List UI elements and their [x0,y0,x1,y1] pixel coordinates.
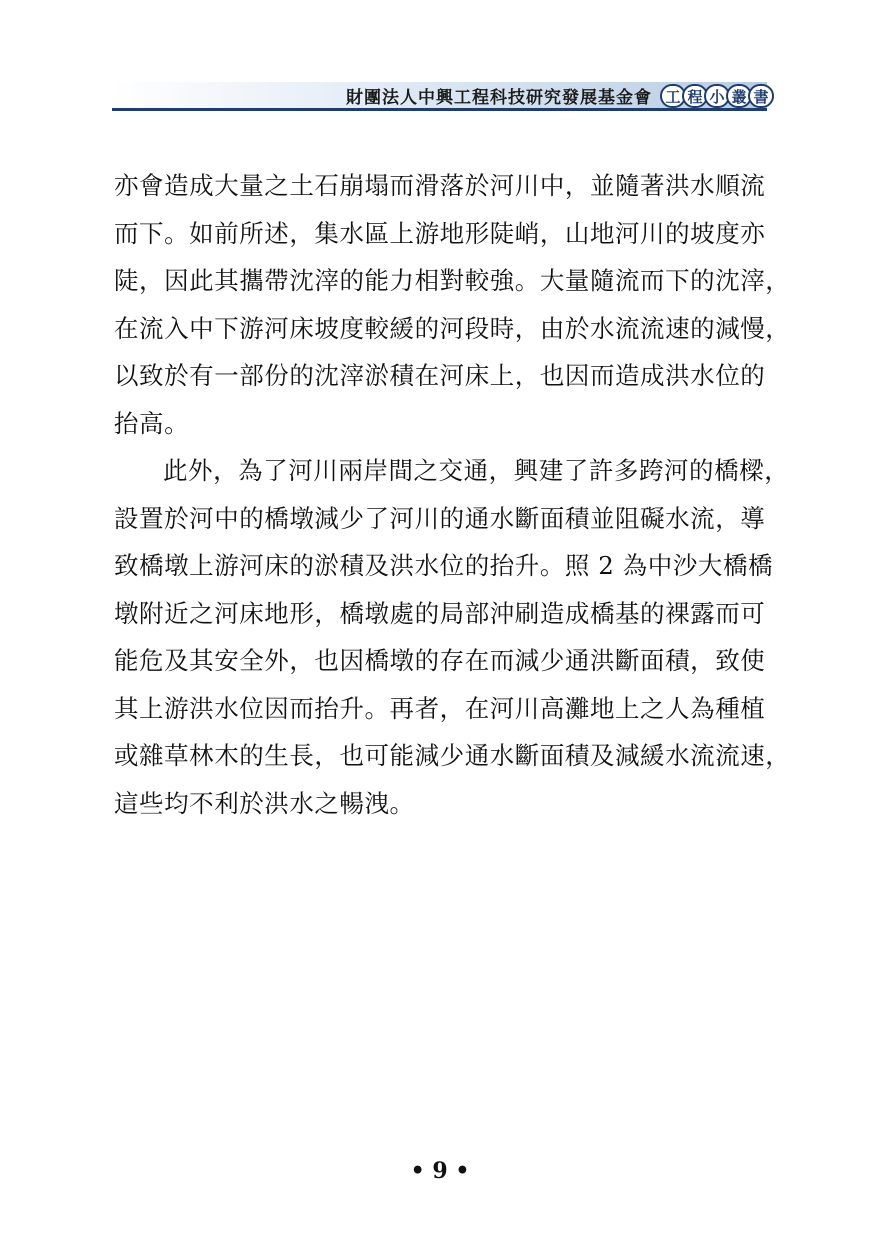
text-line: 或雜草林木的生長，也可能減少通水斷面積及減緩水流流速， [114,741,791,770]
text-line: 以致於有一部份的沈滓淤積在河床上，也因而造成洪水位的 [114,361,766,390]
series-char: 程 [682,84,708,108]
text-line: 設置於河中的橋墩減少了河川的通水斷面積並阻礙水流，導 [114,503,766,533]
text-line: 這些均不利於洪水之暢洩。 [114,788,415,818]
text-line: 亦會造成大量之土石崩塌而滑落於河川中，並隨著洪水順流 [114,171,766,200]
paragraph [114,162,791,447]
text-line: 而下。如前所述，集水區上游地形陡峭，山地河川的坡度亦 [114,218,766,248]
body-text [114,162,791,827]
text-line: 在流入中下游河床坡度較緩的河段時，由於水流流速的減慢， [114,313,791,343]
paragraph [114,447,791,827]
text-line: 抬高。 [114,408,190,438]
header-organization: 財團法人中興工程科技研究發展基金會 [346,88,652,108]
page-number: • 9 • [410,1158,470,1184]
series-char: 工 [660,84,686,108]
series-char: 小 [704,84,730,108]
text-line: 此外，為了河川兩岸間之交通，興建了許多跨河的橋樑， [163,456,790,485]
text-line: 能危及其安全外，也因橋墩的存在而減少通洪斷面積，致使 [114,646,766,675]
series-char: 書 [748,84,774,108]
series-char: 叢 [726,84,752,108]
series-badge [660,84,774,108]
text-line: 墩附近之河床地形，橋墩處的局部沖刷造成橋基的裸露而可 [114,598,766,628]
text-line: 陡，因此其攜帶沈滓的能力相對較強。大量隨流而下的沈滓， [114,266,791,295]
text-line: 其上游洪水位因而抬升。再者，在河川高灘地上之人為種植 [114,693,766,723]
text-line: 致橋墩上游河床的淤積及洪水位的抬升。照 2 為中沙大橋橋 [114,551,774,580]
